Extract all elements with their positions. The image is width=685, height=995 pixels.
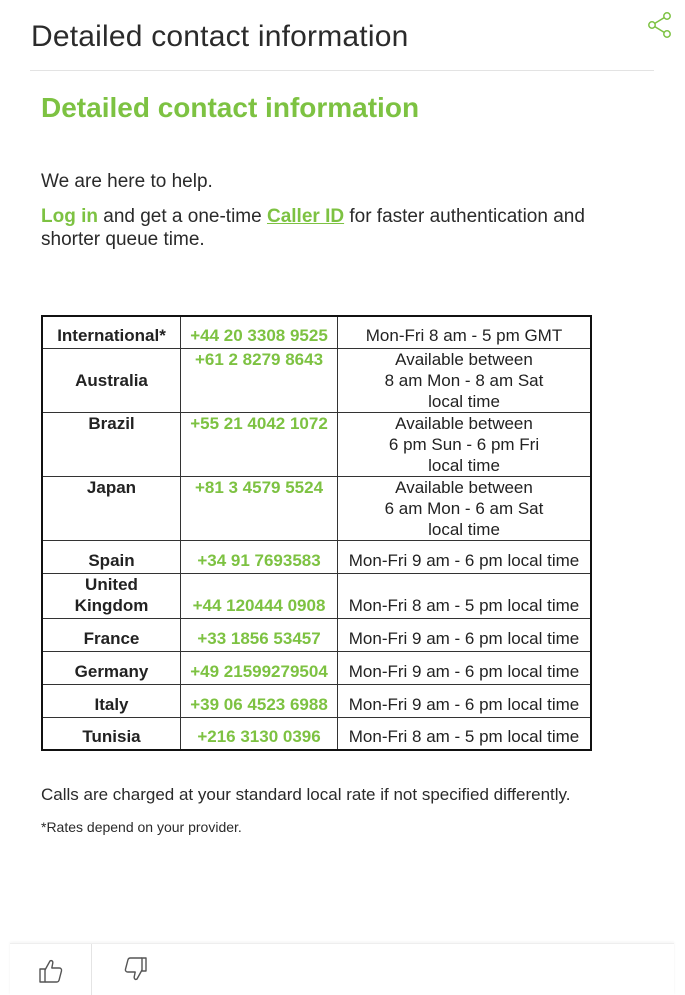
- phone-cell[interactable]: +61 2 8279 8643: [181, 348, 338, 412]
- country-cell: Spain: [42, 540, 181, 573]
- country-cell: Tunisia: [42, 717, 181, 750]
- phone-cell[interactable]: +55 21 4042 1072: [181, 412, 338, 476]
- hours-cell: [338, 348, 592, 412]
- hours-line: Available between: [395, 349, 533, 369]
- phone-cell[interactable]: +39 06 4523 6988: [181, 684, 338, 717]
- table-row: [42, 717, 591, 750]
- hours-line: Mon-Fri 8 am - 5 pm GMT: [365, 325, 563, 345]
- hours-cell: Mon-Fri 8 am - 5 pm local time: [338, 573, 592, 618]
- login-paragraph: [41, 205, 641, 251]
- table-row: [42, 476, 591, 540]
- phone-cell[interactable]: +81 3 4579 5524: [181, 476, 338, 540]
- caller-id-link[interactable]: Caller ID: [266, 206, 345, 227]
- hours-line: 6 am Mon - 6 am Sat: [384, 498, 544, 518]
- login-link[interactable]: Log in: [41, 206, 98, 227]
- hours-line: local time: [428, 391, 500, 411]
- hours-cell: [338, 316, 592, 348]
- phone-cell[interactable]: +216 3130 0396: [181, 717, 338, 750]
- login-text-2: for faster authentication and shorter queue time.: [41, 206, 585, 250]
- table-row: [42, 684, 591, 717]
- country-cell: Japan: [42, 476, 181, 540]
- table-row: [42, 348, 591, 412]
- thumbs-up-icon[interactable]: [37, 957, 65, 985]
- phone-cell[interactable]: +34 91 7693583: [181, 540, 338, 573]
- hours-cell: Mon-Fri 9 am - 6 pm local time: [338, 651, 592, 684]
- feedback-bar: [10, 943, 674, 995]
- phone-cell[interactable]: +33 1856 53457: [181, 618, 338, 651]
- table-row: [42, 573, 591, 618]
- hours-cell: Mon-Fri 9 am - 6 pm local time: [338, 618, 592, 651]
- country-cell: France: [42, 618, 181, 651]
- table-row: [42, 651, 591, 684]
- intro-text: We are here to help.: [41, 171, 213, 192]
- login-text-1: and get a one-time: [97, 206, 267, 227]
- country-cell: Italy: [42, 684, 181, 717]
- thumbs-down-icon[interactable]: [120, 955, 148, 983]
- hours-line: Available between: [395, 413, 533, 433]
- phone-cell[interactable]: +44 120444 0908: [181, 573, 338, 618]
- hours-line: 6 pm Sun - 6 pm Fri: [388, 434, 540, 454]
- hours-cell: Mon-Fri 9 am - 6 pm local time: [338, 684, 592, 717]
- hours-line: 8 am Mon - 8 am Sat: [384, 370, 544, 390]
- hours-cell: Mon-Fri 8 am - 5 pm local time: [338, 717, 592, 750]
- rates-note: *Rates depend on your provider.: [41, 819, 242, 835]
- table-row: [42, 412, 591, 476]
- charges-note: Calls are charged at your standard local rate if not specified differently.: [41, 785, 571, 804]
- country-cell: Australia: [42, 348, 181, 412]
- phone-cell[interactable]: +49 21599279504: [181, 651, 338, 684]
- country-cell: United Kingdom: [42, 573, 181, 618]
- table-row: [42, 540, 591, 573]
- header-divider: [30, 70, 654, 71]
- hours-cell: [338, 412, 592, 476]
- country-cell: International*: [42, 316, 181, 348]
- page-header: [0, 0, 685, 72]
- feedback-divider: [91, 944, 92, 995]
- content-title: Detailed contact information: [41, 92, 420, 123]
- hours-line: local time: [428, 455, 500, 475]
- hours-line: Available between: [395, 477, 533, 497]
- hours-line: local time: [428, 519, 500, 539]
- hours-cell: Mon-Fri 9 am - 6 pm local time: [338, 540, 592, 573]
- phone-cell[interactable]: +44 20 3308 9525: [181, 316, 338, 348]
- table-row: [42, 618, 591, 651]
- country-cell: Germany: [42, 651, 181, 684]
- page-title: Detailed contact information: [31, 20, 409, 53]
- share-icon[interactable]: [645, 10, 675, 40]
- country-cell: Brazil: [42, 412, 181, 476]
- contact-table: [41, 315, 592, 751]
- table-row: [42, 316, 591, 348]
- hours-cell: [338, 476, 592, 540]
